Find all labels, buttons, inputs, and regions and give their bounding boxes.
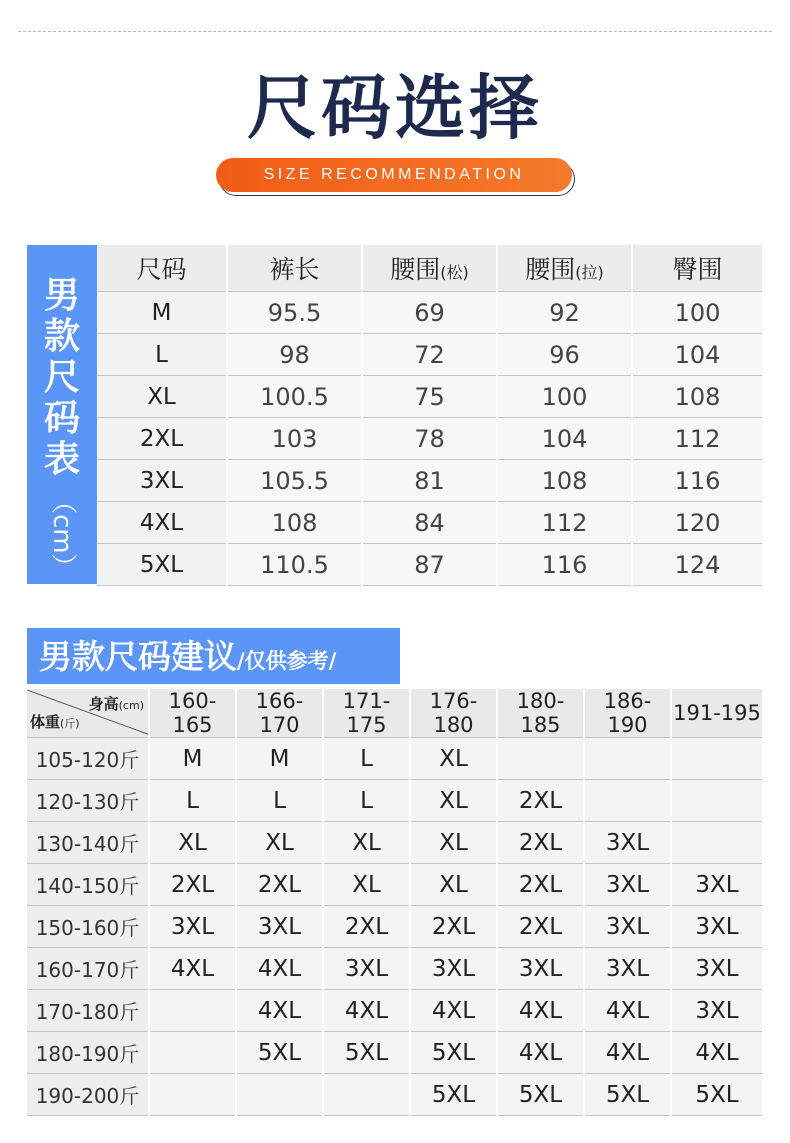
recommended-size-cell: 2XL (323, 906, 410, 948)
measurement-cell: 112 (497, 502, 632, 544)
page-title: 尺码选择 (247, 67, 543, 149)
height-range-header: 176-180 (410, 689, 497, 738)
recommended-size-cell: 3XL (497, 948, 584, 990)
recommended-size-cell (323, 1074, 410, 1116)
measurement-cell: 108 (497, 460, 632, 502)
size-label-cell: XL (97, 376, 227, 418)
header-size: 尺码 (97, 245, 227, 292)
recommended-size-cell: 4XL (149, 948, 236, 990)
height-range-header: 160-165 (149, 689, 236, 738)
recommended-size-cell: 2XL (497, 864, 584, 906)
header-hip: 臀围 (632, 245, 763, 292)
weight-range-cell: 180-190斤 (27, 1032, 149, 1074)
recommended-size-cell: XL (323, 864, 410, 906)
measurement-cell: 112 (632, 418, 763, 460)
size-label-cell: M (97, 292, 227, 334)
size-chart-side-label (27, 245, 97, 584)
weight-range-cell: 190-200斤 (27, 1074, 149, 1116)
measurement-cell: 75 (362, 376, 497, 418)
header-length: 裤长 (227, 245, 362, 292)
height-range-header: 180-185 (497, 689, 584, 738)
recommended-size-cell: M (149, 738, 236, 780)
weight-range-cell: 170-180斤 (27, 990, 149, 1032)
measurement-cell: 84 (362, 502, 497, 544)
recommended-size-cell: XL (410, 738, 497, 780)
measurement-cell: 116 (497, 544, 632, 586)
recommendation-row (27, 948, 763, 990)
measurement-cell: 87 (362, 544, 497, 586)
band-char: 表 (43, 439, 80, 480)
recommended-size-cell: 2XL (236, 864, 323, 906)
recommended-size-cell: XL (410, 780, 497, 822)
recommended-size-cell: 4XL (236, 948, 323, 990)
recommended-size-cell: 3XL (671, 990, 763, 1032)
size-label-cell: L (97, 334, 227, 376)
corner-height-label: 身高(cm) (88, 695, 144, 713)
size-chart-row (97, 418, 763, 460)
recommended-size-cell: XL (323, 822, 410, 864)
recommendation-table (27, 689, 764, 1116)
recommendation-row (27, 822, 763, 864)
weight-range-cell: 160-170斤 (27, 948, 149, 990)
size-label-cell: 2XL (97, 418, 227, 460)
measurement-cell: 78 (362, 418, 497, 460)
measurement-cell: 116 (632, 460, 763, 502)
size-chart-unit: （cm） (47, 488, 77, 580)
recommended-size-cell: M (236, 738, 323, 780)
recommended-size-cell (671, 822, 763, 864)
size-label-cell: 4XL (97, 502, 227, 544)
recommended-size-cell: 5XL (584, 1074, 671, 1116)
recommended-size-cell: 4XL (671, 1032, 763, 1074)
recommendation-row (27, 864, 763, 906)
measurement-cell: 96 (497, 334, 632, 376)
recommended-size-cell: 5XL (671, 1074, 763, 1116)
recommended-size-cell: 2XL (149, 864, 236, 906)
height-range-header: 191-195 (671, 689, 763, 738)
measurement-cell: 95.5 (227, 292, 362, 334)
size-chart-row (97, 502, 763, 544)
band-char: 码 (43, 398, 80, 439)
recommended-size-cell: 3XL (584, 864, 671, 906)
height-range-header: 186-190 (584, 689, 671, 738)
weight-range-cell: 140-150斤 (27, 864, 149, 906)
weight-range-cell: 130-140斤 (27, 822, 149, 864)
recommended-size-cell: L (323, 738, 410, 780)
recommendation-row (27, 990, 763, 1032)
measurement-cell: 110.5 (227, 544, 362, 586)
recommended-size-cell: XL (149, 822, 236, 864)
recommended-size-cell: 3XL (236, 906, 323, 948)
measurement-cell: 105.5 (227, 460, 362, 502)
recommendation-note: /仅供参考/ (237, 649, 337, 673)
recommendation-row (27, 1032, 763, 1074)
recommended-size-cell: 2XL (497, 822, 584, 864)
size-chart-row (97, 460, 763, 502)
recommended-size-cell: 2XL (497, 906, 584, 948)
weight-range-cell: 105-120斤 (27, 738, 149, 780)
recommended-size-cell: 5XL (410, 1032, 497, 1074)
size-chart-header-row (97, 245, 763, 292)
measurement-cell: 69 (362, 292, 497, 334)
measurement-cell: 108 (632, 376, 763, 418)
measurement-cell: 104 (497, 418, 632, 460)
measurement-cell: 100 (497, 376, 632, 418)
measurement-cell: 100.5 (227, 376, 362, 418)
size-chart-title-vertical (27, 275, 97, 480)
recommended-size-cell: 5XL (497, 1074, 584, 1116)
top-dashed-divider (18, 31, 772, 32)
recommended-size-cell (584, 738, 671, 780)
weight-range-cell: 150-160斤 (27, 906, 149, 948)
recommended-size-cell: XL (236, 822, 323, 864)
recommended-size-cell: 3XL (671, 906, 763, 948)
recommended-size-cell (149, 1032, 236, 1074)
size-chart-row (97, 544, 763, 586)
measurement-cell: 81 (362, 460, 497, 502)
recommended-size-cell: 3XL (410, 948, 497, 990)
recommended-size-cell: 4XL (584, 990, 671, 1032)
size-chart-row (97, 376, 763, 418)
recommended-size-cell: 4XL (410, 990, 497, 1032)
recommended-size-cell (671, 738, 763, 780)
size-chart-row (97, 334, 763, 376)
recommendation-row (27, 1074, 763, 1116)
recommendation-title: 男款尺码建议 (39, 637, 237, 676)
recommendation-row (27, 738, 763, 780)
recommended-size-cell: XL (410, 822, 497, 864)
measurement-cell: 104 (632, 334, 763, 376)
recommended-size-cell: 3XL (323, 948, 410, 990)
recommended-size-cell: L (236, 780, 323, 822)
band-char: 款 (43, 316, 80, 357)
measurement-cell: 98 (227, 334, 362, 376)
corner-cell (27, 689, 149, 738)
recommended-size-cell (149, 1074, 236, 1116)
recommended-size-cell: 4XL (497, 990, 584, 1032)
recommended-size-cell (584, 780, 671, 822)
height-range-header: 166-170 (236, 689, 323, 738)
recommended-size-cell: 3XL (149, 906, 236, 948)
recommended-size-cell: 3XL (671, 948, 763, 990)
size-label-cell: 3XL (97, 460, 227, 502)
recommended-size-cell: 4XL (323, 990, 410, 1032)
recommended-size-cell: 2XL (410, 906, 497, 948)
recommendation-row (27, 780, 763, 822)
recommended-size-cell: 2XL (497, 780, 584, 822)
measurement-cell: 120 (632, 502, 763, 544)
measurement-cell: 124 (632, 544, 763, 586)
band-char: 尺 (43, 357, 80, 398)
recommended-size-cell: 4XL (584, 1032, 671, 1074)
measurement-cell: 72 (362, 334, 497, 376)
recommended-size-cell (236, 1074, 323, 1116)
recommended-size-cell (671, 780, 763, 822)
recommended-size-cell: 3XL (671, 864, 763, 906)
measurement-cell: 108 (227, 502, 362, 544)
corner-weight-label: 体重(斤) (30, 713, 80, 731)
recommended-size-cell: 5XL (236, 1032, 323, 1074)
recommended-size-cell (149, 990, 236, 1032)
recommended-size-cell: L (323, 780, 410, 822)
header-waist-stretched: 腰围(拉) (497, 245, 632, 292)
recommendation-header-row (27, 689, 763, 738)
recommended-size-cell: 3XL (584, 822, 671, 864)
recommended-size-cell: 4XL (497, 1032, 584, 1074)
measurement-cell: 92 (497, 292, 632, 334)
measurement-cell: 100 (632, 292, 763, 334)
recommended-size-cell: 5XL (323, 1032, 410, 1074)
height-range-header: 171-175 (323, 689, 410, 738)
header-waist-relaxed: 腰围(松) (362, 245, 497, 292)
weight-range-cell: 120-130斤 (27, 780, 149, 822)
recommended-size-cell (497, 738, 584, 780)
recommended-size-cell: 5XL (410, 1074, 497, 1116)
measurement-cell: 103 (227, 418, 362, 460)
recommended-size-cell: L (149, 780, 236, 822)
recommended-size-cell: XL (410, 864, 497, 906)
size-chart-table (97, 245, 764, 586)
recommended-size-cell: 3XL (584, 906, 671, 948)
recommended-size-cell: 4XL (236, 990, 323, 1032)
size-chart-row (97, 292, 763, 334)
size-label-cell: 5XL (97, 544, 227, 586)
recommended-size-cell: 3XL (584, 948, 671, 990)
subtitle-pill: SIZE RECOMMENDATION (216, 158, 572, 192)
recommendation-title-bar (27, 628, 400, 684)
band-char: 男 (43, 275, 80, 316)
recommendation-row (27, 906, 763, 948)
